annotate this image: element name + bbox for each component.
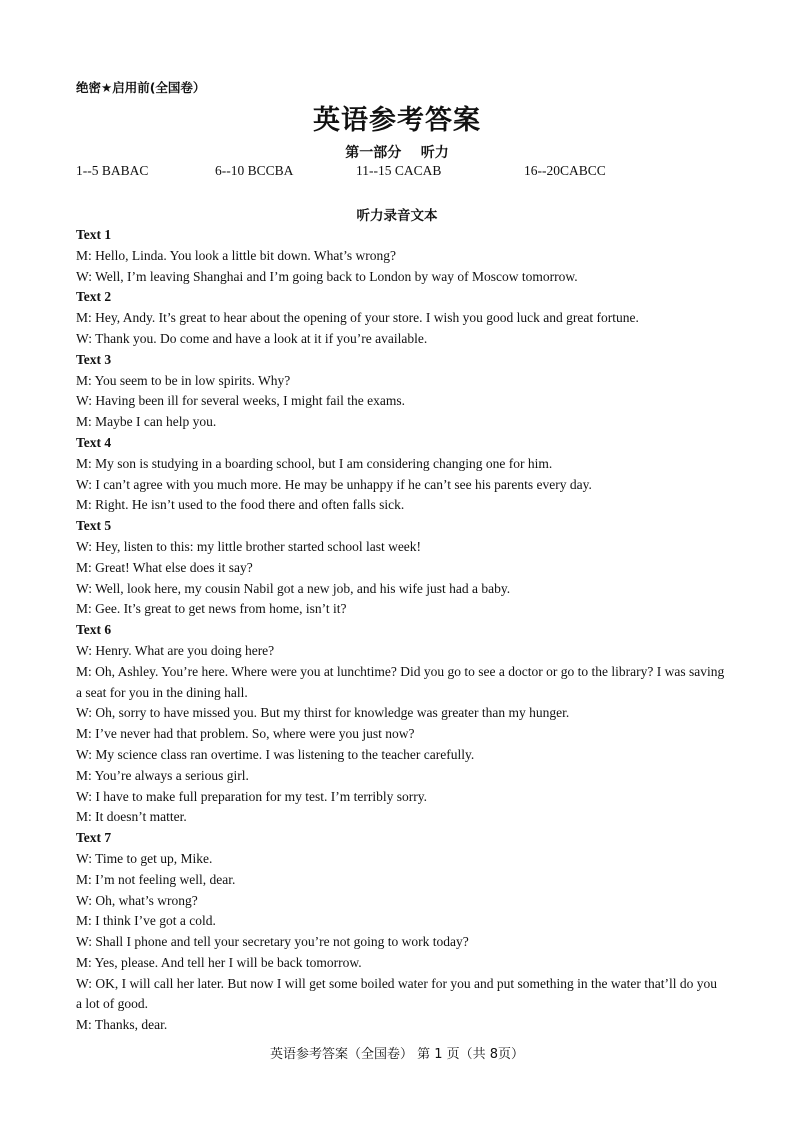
dialogue-line: M: I’m not feeling well, dear. bbox=[76, 871, 236, 887]
dialogue-line: W: Shall I phone and tell your secretary you’re not going to work today? bbox=[76, 934, 469, 950]
confidential-label: 绝密★启用前(全国卷） bbox=[76, 80, 206, 95]
page-title: 英语参考答案 bbox=[313, 105, 481, 136]
dialogue-line: M: Right. He isn’t used to the food there and often falls sick. bbox=[76, 497, 405, 513]
dialogue-line: M: I’ve never had that problem. So, where were you just now? bbox=[76, 726, 415, 742]
dialogue-line: M: Hello, Linda. You look a little bit down. What’s wrong? bbox=[76, 247, 396, 263]
dialogue-line: M: It doesn’t matter. bbox=[76, 809, 187, 825]
answer-group-1: 1--5 BABAC bbox=[76, 163, 149, 178]
dialogue-line: W: Hey, listen to this: my little brother started school last week! bbox=[76, 538, 422, 554]
transcript-body bbox=[76, 225, 726, 1036]
section-heading: 第一部分 听力 bbox=[345, 145, 449, 161]
dialogue-line: W: OK, I will call her later. But now I will get some boiled water for you and put something in the water that’ll do you a lot of good. bbox=[76, 975, 717, 1012]
dialogue-line: M: You seem to be in low spirits. Why? bbox=[76, 372, 291, 388]
text-heading: Text 6 bbox=[76, 622, 112, 638]
text-heading: Text 4 bbox=[76, 434, 112, 450]
dialogue-line: M: My son is studying in a boarding school, but I am considering changing one for him. bbox=[76, 455, 553, 471]
dialogue-line: W: Well, look here, my cousin Nabil got a new job, and his wife just had a baby. bbox=[76, 580, 511, 596]
dialogue-line: M: Great! What else does it say? bbox=[76, 559, 253, 575]
text-heading: Text 1 bbox=[76, 227, 112, 242]
dialogue-line: W: My science class ran overtime. I was listening to the teacher carefully. bbox=[76, 746, 475, 762]
dialogue-line: W: Having been ill for several weeks, I might fail the exams. bbox=[76, 393, 406, 409]
dialogue-line: W: Well, I’m leaving Shanghai and I’m going back to London by way of Moscow tomorrow. bbox=[76, 268, 578, 284]
dialogue-line: W: Oh, sorry to have missed you. But my thirst for knowledge was greater than my hunger. bbox=[76, 705, 570, 721]
answer-group-4: 16--20CABCC bbox=[524, 163, 606, 178]
answer-group-2: 6--10 BCCBA bbox=[215, 163, 294, 178]
dialogue-line: M: I think I’ve got a cold. bbox=[76, 913, 216, 929]
dialogue-line: W: Thank you. Do come and have a look at it if you’re available. bbox=[76, 330, 428, 346]
answer-key bbox=[0, 163, 794, 183]
dialogue-line: W: Henry. What are you doing here? bbox=[76, 642, 275, 658]
dialogue-line: M: You’re always a serious girl. bbox=[76, 767, 249, 783]
transcript-heading: 听力录音文本 bbox=[356, 208, 438, 224]
dialogue-line: W: Oh, what’s wrong? bbox=[76, 892, 198, 908]
text-heading: Text 7 bbox=[76, 830, 112, 846]
dialogue-line: M: Oh, Ashley. You’re here. Where were you at lunchtime? Did you go to see a doctor or go to the library? I was saving a seat for you in the dining hall. bbox=[76, 663, 725, 700]
text-heading: Text 3 bbox=[76, 351, 112, 367]
text-heading: Text 2 bbox=[76, 289, 112, 305]
dialogue-line: W: I can’t agree with you much more. He may be unhappy if he can’t see his parents every day. bbox=[76, 476, 592, 492]
dialogue-line: M: Gee. It’s great to get news from home, isn’t it? bbox=[76, 601, 347, 617]
dialogue-line: M: Yes, please. And tell her I will be back tomorrow. bbox=[76, 954, 362, 970]
dialogue-line: W: Time to get up, Mike. bbox=[76, 850, 213, 866]
page-footer: 英语参考答案（全国卷） 第 1 页（共 8页） bbox=[269, 1047, 525, 1062]
dialogue-line: W: I have to make full preparation for my test. I’m terribly sorry. bbox=[76, 788, 428, 804]
dialogue-line: M: Hey, Andy. It’s great to hear about the opening of your store. I wish you good luck and great fortune. bbox=[76, 310, 639, 326]
answer-group-3: 11--15 CACAB bbox=[356, 163, 442, 178]
dialogue-line: M: Maybe I can help you. bbox=[76, 414, 217, 430]
dialogue-line: M: Thanks, dear. bbox=[76, 1017, 168, 1033]
text-heading: Text 5 bbox=[76, 518, 112, 534]
